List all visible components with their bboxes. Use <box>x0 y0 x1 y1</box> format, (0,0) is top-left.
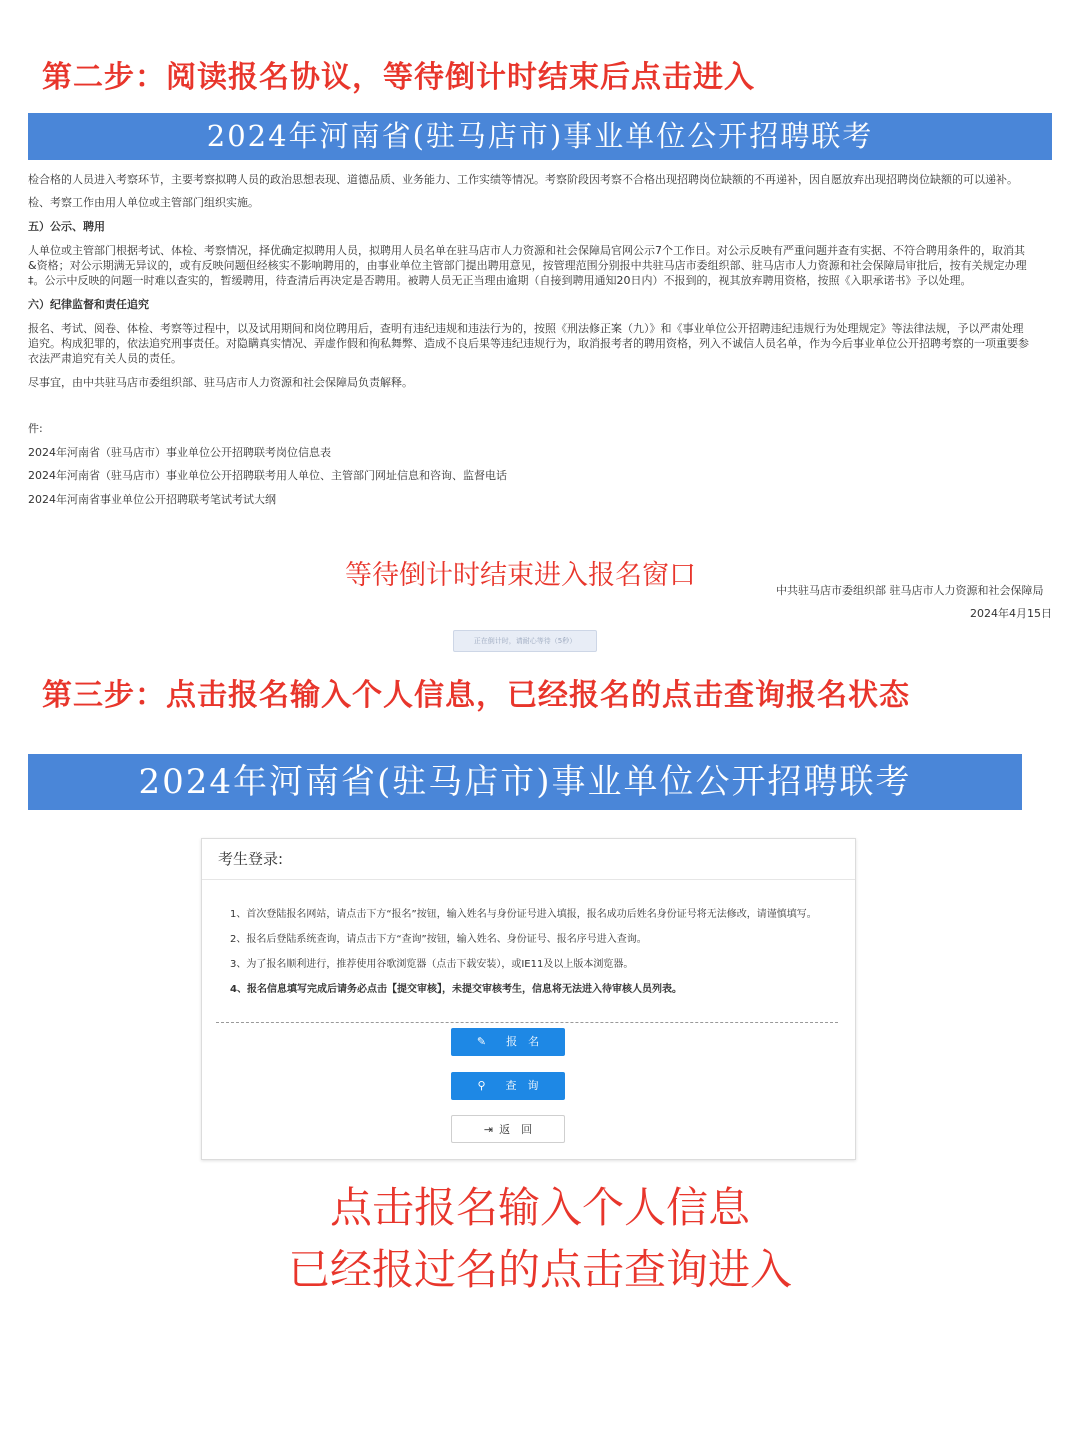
register-button[interactable] <box>451 1028 565 1056</box>
register-button-label: 报 名 <box>506 1035 540 1048</box>
attachment-link[interactable]: 2024年河南省（驻马店市）事业单位公开招聘联考岗位信息表 <box>28 446 331 459</box>
divider <box>216 1022 838 1023</box>
query-button-label: 查 询 <box>505 1079 539 1092</box>
doc-text-line: 报名、考试、阅卷、体检、考察等过程中，以及试用期间和岗位聘用后，查明有违纪违规和违法行为的，按照《刑法修正案（九）》和《事业单位公开招聘违纪违规行为处理规定》等法律法规，予以严肃处理 <box>28 322 1024 335</box>
doc-text-line: ‡。公示中反映的问题一时难以查实的，暂缓聘用，待查清后再决定是否聘用。被聘人员无正当理由逾期（自接到聘用通知20日内）不报到的，视其放弃聘用资格，按照《入职承诺书》予以处理。 <box>28 274 972 287</box>
page-banner: 2024年河南省(驻马店市)事业单位公开招聘联考 <box>28 113 1052 160</box>
attachments-label: 件: <box>28 422 43 435</box>
bottom-note-line1: 点击报名输入个人信息 <box>329 1183 750 1232</box>
doc-text-line: 人单位或主管部门根据考试、体检、考察情况，择优确定拟聘用人员，拟聘用人员名单在驻马店市人力资源和社会保障局官网公示7个工作日。对公示反映有严重问题并查有实据、不符合聘用条件的，取消其 <box>28 244 1025 257</box>
issue-date: 2024年4月15日 <box>970 607 1052 620</box>
instruction-item: 3、为了报名顺利进行，推荐使用谷歌浏览器（点击下载安装），或IE11及以上版本浏览器。 <box>230 959 634 970</box>
instruction-item: 2、报名后登陆系统查询，请点击下方“查询”按钮，输入姓名、身份证号、报名序号进入查询。 <box>230 934 647 945</box>
step3-heading: 第三步：点击报名输入个人信息，已经报名的点击查询报名状态 <box>42 678 910 713</box>
query-button[interactable] <box>451 1072 565 1100</box>
instruction-item: 4、报名信息填写完成后请务必点击【提交审核】，未提交审核考生，信息将无法进入待审核人员列表。 <box>230 984 682 995</box>
page-banner: 2024年河南省(驻马店市)事业单位公开招聘联考 <box>28 754 1022 810</box>
search-icon: ⚲ <box>477 1079 486 1092</box>
instruction-item: 1、首次登陆报名网站，请点击下方“报名”按钮，输入姓名与身份证号进入填报，报名成功后姓名身份证号将无法修改，请谨慎填写。 <box>230 909 817 920</box>
doc-text-line: &资格；对公示期满无异议的，或有反映问题但经核实不影响聘用的，由事业单位主管部门提出聘用意见，按管理范围分别报中共驻马店市委组织部、驻马店市人力资源和社会保障局审批后，按有关规定办理 <box>28 259 1027 272</box>
doc-text-line: 检合格的人员进入考察环节，主要考察拟聘人员的政治思想表现、道德品质、业务能力、工作实绩等情况。考察阶段因考察不合格出现招聘岗位缺额的不再递补，因自愿放弃出现招聘岗位缺额的可以递补。 <box>28 173 1018 186</box>
doc-text-line: 追究。构成犯罪的，依法追究刑事责任。对隐瞒真实情况、弄虚作假和徇私舞弊、造成不良后果等违纪违规行为，取消报考者的聘用资格，列入不诚信人员名单，作为今后事业单位公开招聘考察的一项重要参 <box>28 337 1029 350</box>
doc-text-line: 尽事宜，由中共驻马店市委组织部、驻马店市人力资源和社会保障局负责解释。 <box>28 376 413 389</box>
issuer-text: 中共驻马店市委组织部 驻马店市人力资源和社会保障局 <box>776 584 1044 597</box>
bottom-note-line2: 已经报过名的点击查询进入 <box>287 1245 792 1294</box>
countdown-note: 等待倒计时结束进入报名窗口 <box>345 560 696 591</box>
login-title: 考生登录: <box>202 839 855 880</box>
doc-text-line: 检、考察工作由用人单位或主管部门组织实施。 <box>28 196 259 209</box>
step2-heading: 第二步：阅读报名协议，等待倒计时结束后点击进入 <box>42 60 755 95</box>
back-button-label: 返 回 <box>499 1123 533 1136</box>
countdown-button[interactable]: 正在倒计时，请耐心等待（5秒） <box>453 630 597 652</box>
attachment-link[interactable]: 2024年河南省事业单位公开招聘联考笔试考试大纲 <box>28 493 276 506</box>
attachment-link[interactable]: 2024年河南省（驻马店市）事业单位公开招聘联考用人单位、主管部门网址信息和咨询、监督电话 <box>28 469 507 482</box>
login-instructions <box>202 880 820 996</box>
doc-section-heading: 五）公示、聘用 <box>28 220 105 233</box>
login-panel <box>201 838 856 1160</box>
doc-section-heading: 六）纪律监督和责任追究 <box>28 298 149 311</box>
doc-text-line: 衣法严肃追究有关人员的责任。 <box>28 352 182 365</box>
sign-up-icon: ✎ <box>476 1035 487 1048</box>
back-button[interactable] <box>451 1115 565 1143</box>
logout-icon: ⇥ <box>483 1123 494 1136</box>
